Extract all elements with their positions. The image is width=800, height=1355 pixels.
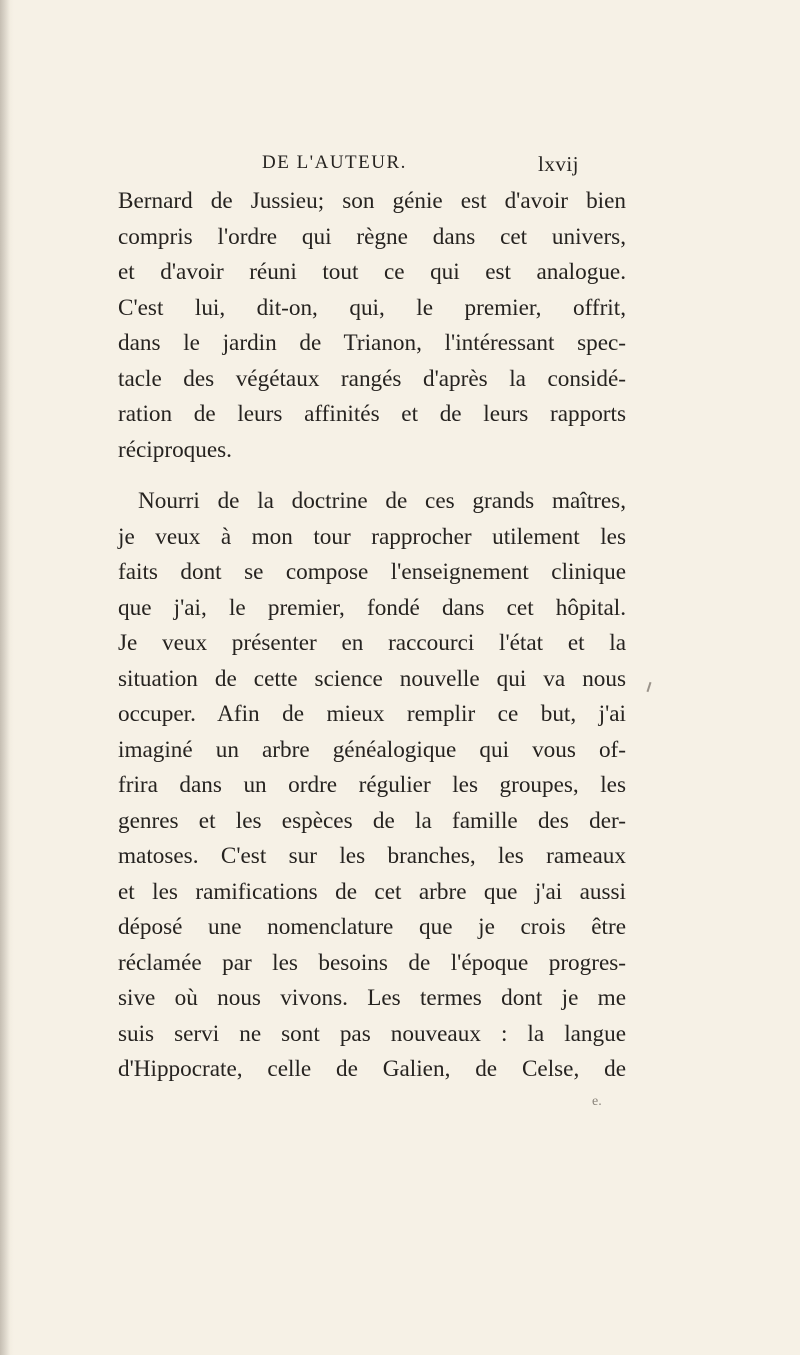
running-title: DE L'AUTEUR.: [262, 152, 407, 173]
catchword: e.: [592, 1094, 602, 1109]
text-line: Bernard de Jussieu; son génie est d'avoir bien: [118, 188, 626, 214]
text-line: suis servi ne sont pas nouveaux : la langue: [118, 1020, 626, 1047]
paragraph-1: [118, 184, 626, 468]
text-line: C'est lui, dit-on, qui, le premier, offrit,: [118, 294, 626, 321]
body-text: [118, 184, 626, 1088]
text-line: compris l'ordre qui règne dans cet univers,: [118, 223, 626, 250]
text-line: matoses. C'est sur les branches, les rameaux: [118, 843, 626, 869]
text-line: sive où nous vivons. Les termes dont je me: [118, 985, 626, 1011]
text-line: Nourri de la doctrine de ces grands maîtres,: [138, 488, 626, 514]
running-head: [262, 152, 762, 182]
text-line: Je veux présenter en raccourci l'état et la: [118, 630, 626, 656]
paragraph-gap: [118, 468, 626, 484]
spine-shadow: [0, 0, 10, 1355]
text-line: genres et les espèces de la famille des der-: [118, 807, 626, 834]
text-line: imaginé un arbre généalogique qui vous of-: [118, 736, 626, 763]
text-line: dans le jardin de Trianon, l'intéressant spec-: [118, 330, 626, 356]
text-line: ration de leurs affinités et de leurs rapports: [118, 401, 626, 427]
text-line: et d'avoir réuni tout ce qui est analogue.: [118, 259, 626, 285]
text-line: frira dans un ordre régulier les groupes, les: [118, 772, 626, 798]
text-line: déposé une nomenclature que je crois être: [118, 914, 626, 940]
text-line: d'Hippocrate, celle de Galien, de Celse, de: [118, 1056, 626, 1082]
margin-mark: [647, 682, 652, 692]
text-line: je veux à mon tour rapprocher utilement les: [118, 523, 626, 550]
text-line: et les ramifications de cet arbre que j'ai aussi: [118, 878, 626, 905]
page-number: lxvij: [538, 152, 580, 176]
text-line: occuper. Afin de mieux remplir ce but, j'ai: [118, 701, 626, 727]
text-line: tacle des végétaux rangés d'après la considé-: [118, 365, 626, 392]
text-line: faits dont se compose l'enseignement clinique: [118, 559, 626, 585]
paragraph-2: [118, 484, 626, 1088]
text-line: que j'ai, le premier, fondé dans cet hôpital.: [118, 594, 626, 621]
text-line: situation de cette science nouvelle qui va nous: [118, 665, 626, 692]
text-line: réciproques.: [118, 436, 232, 463]
text-line: réclamée par les besoins de l'époque progres-: [118, 949, 626, 976]
